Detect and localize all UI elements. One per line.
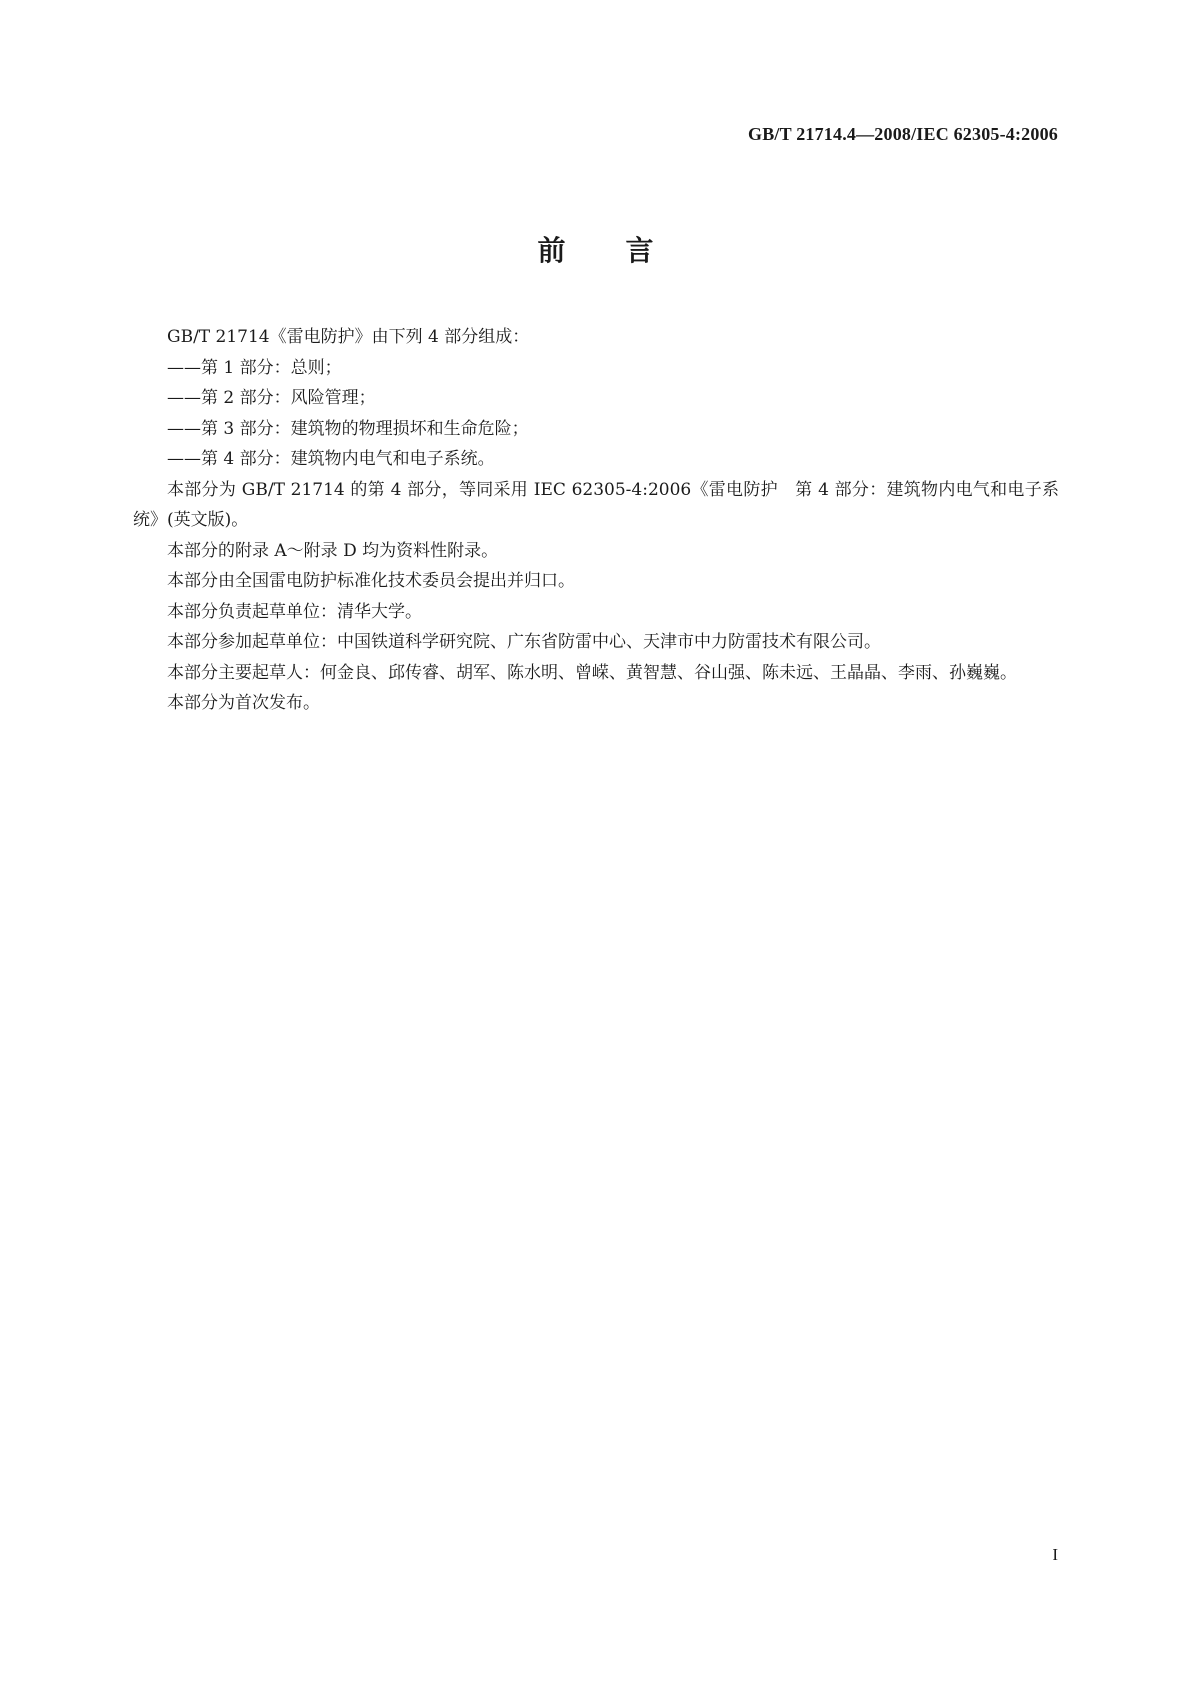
list-item-part-2: ——第 2 部分：风险管理； [167, 388, 376, 408]
proposed-by-paragraph: 本部分由全国雷电防护标准化技术委员会提出并归口。 [167, 571, 575, 591]
list-item-part-3: ——第 3 部分：建筑物的物理损坏和生命危险； [167, 418, 529, 439]
page-title: 前言 [537, 234, 714, 267]
standard-code-header: GB/T 21714.4—2008/IEC 62305-4:2006 [748, 124, 1058, 144]
participating-units-paragraph: 本部分参加起草单位：中国铁道科学研究院、广东省防雷中心、天津市中力防雷技术有限公司。 [167, 632, 881, 652]
annexes-paragraph: 本部分的附录 A～附录 D 均为资料性附录。 [167, 540, 499, 561]
list-item-part-4: ——第 4 部分：建筑物内电气和电子系统。 [167, 449, 495, 469]
foreword-body [133, 322, 1059, 719]
drafting-unit-paragraph: 本部分负责起草单位：清华大学。 [167, 601, 422, 622]
first-issue-paragraph: 本部分为首次发布。 [167, 693, 320, 713]
list-item-part-1: ——第 1 部分：总则； [167, 357, 342, 378]
equivalence-paragraph: 本部分为 GB/T 21714 的第 4 部分，等同采用 IEC 62305-4:2006《雷电防护 第 4 部分：建筑物内电气和电子系统》(英文版)。 [133, 479, 1059, 530]
page-number: I [1052, 1545, 1058, 1564]
drafters-paragraph: 本部分主要起草人：何金良、邱传睿、胡军、陈水明、曾嵘、黄智慧、谷山强、陈未远、王晶晶、李雨、孙巍巍。 [167, 662, 1017, 683]
intro-paragraph: GB/T 21714《雷电防护》由下列 4 部分组成： [167, 327, 530, 347]
